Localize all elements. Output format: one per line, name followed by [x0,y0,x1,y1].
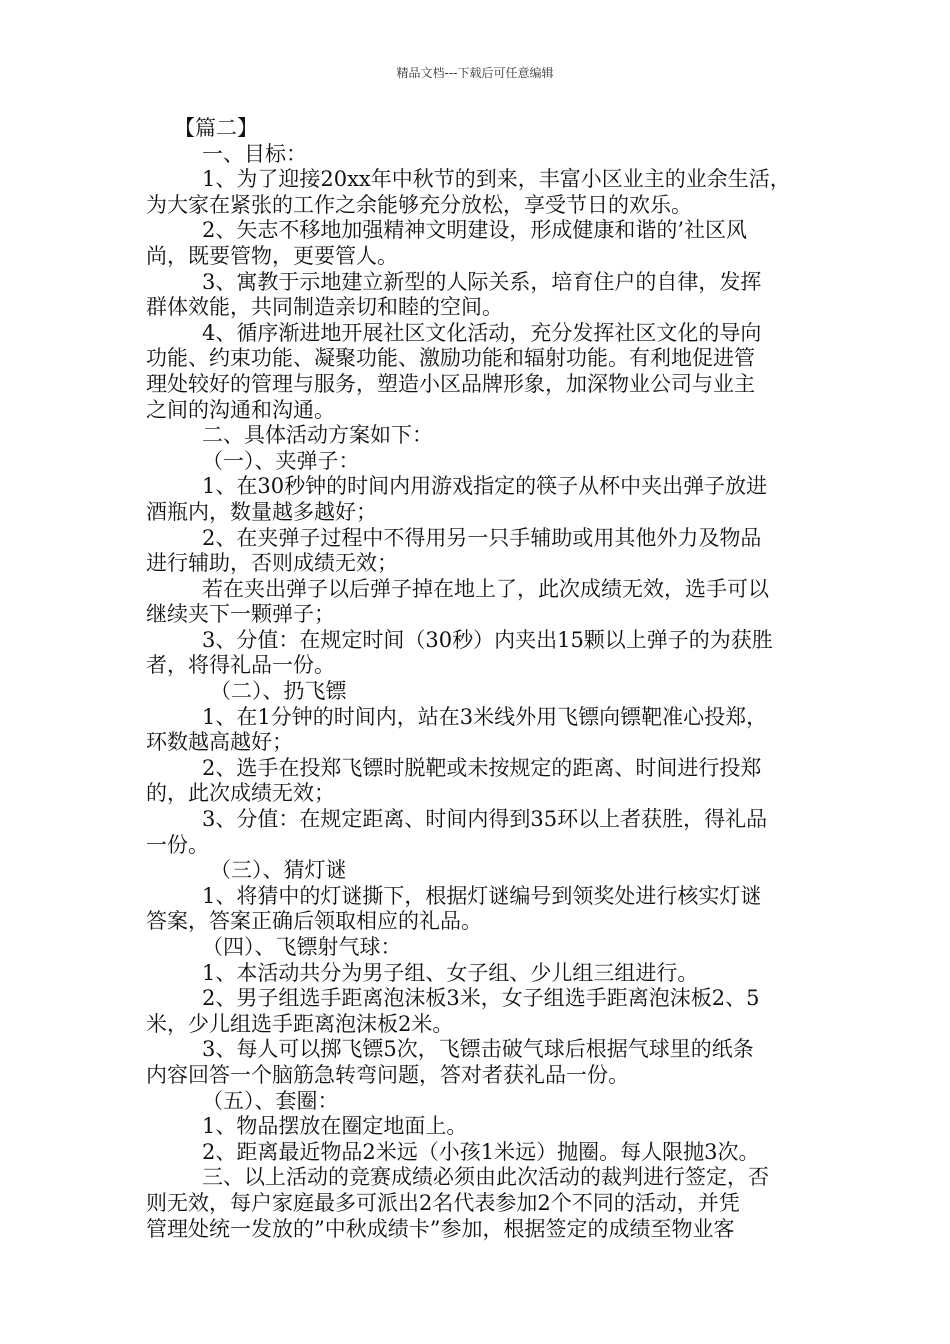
text-line: 之间的沟通和沟通。 [146,397,335,422]
text-line: 为大家在紧张的工作之余能够充分放松，享受节日的欢乐。 [146,192,692,217]
text-line: 若在夹出弹子以后弹子掉在地上了，此次成绩无效，选手可以 [202,576,769,601]
text-line: 【篇二】 [174,116,258,140]
text-line: 则无效，每户家庭最多可派出2名代表参加2个不同的活动，并凭 [146,1190,740,1215]
text-line: 理处较好的管理与服务，塑造小区品牌形象，加深物业公司与业主 [146,371,755,396]
text-line: 管理处统一发放的”中秋成绩卡”参加，根据签定的成绩至物业客 [146,1216,735,1241]
text-line: 米，少儿组选手距离泡沫板2米。 [146,1011,454,1036]
document-body [146,116,814,1242]
text-line: 4、循序渐进地开展社区文化活动，充分发挥社区文化的导向 [202,320,762,345]
page-header: 精品文档---下载后可任意编辑 [396,66,554,80]
text-line: 1、本活动共分为男子组、女子组、少儿组三组进行。 [202,960,699,985]
text-line: 功能、约束功能、凝聚功能、激励功能和辐射功能。有利地促进管 [146,346,755,371]
text-line: （五）、套圈： [202,1088,339,1113]
text-line: 答案，答案正确后领取相应的礼品。 [146,909,482,934]
text-line: 3、寓教于示地建立新型的人际关系，培育住户的自律，发挥 [202,269,762,294]
text-line: 二、具体活动方案如下： [202,423,433,448]
text-line: 继续夹下一颗弹子； [146,602,335,627]
text-line: 2、距离最近物品2米远（小孩1米远）抛圈。每人限抛3次。 [202,1139,760,1164]
text-line: 1、物品摆放在圈定地面上。 [202,1114,468,1139]
text-line: 3、分值：在规定时间（30秒）内夹出15颗以上弹子的为获胜 [202,627,773,652]
text-line: 一、目标： [202,141,307,166]
text-line: （二）、扔飞镖 [210,679,347,704]
text-line: 一份。 [146,832,209,857]
text-line: 尚，既要管物，更要管人。 [146,243,398,268]
text-line: （一）、夹弹子： [202,448,360,473]
text-line: 2、男子组选手距离泡沫板3米，女子组选手距离泡沫板2、5 [202,986,760,1011]
text-line: 3、每人可以掷飞镖5次，飞镖击破气球后根据气球里的纸条 [202,1037,754,1062]
text-line: 三、以上活动的竞赛成绩必须由此次活动的裁判进行签定，否 [202,1165,769,1190]
text-line: 1、将猜中的灯谜撕下，根据灯谜编号到领奖处进行核实灯谜 [202,883,762,908]
text-line: 3、分值：在规定距离、时间内得到35环以上者获胜，得礼品 [202,807,768,832]
text-line: 1、为了迎接20xx年中秋节的到来，丰富小区业主的业余生活， [202,167,791,192]
text-line: 环数越高越好； [146,730,293,755]
text-line: 者，将得礼品一份。 [146,653,335,678]
text-line: 2、矢志不移地加强精神文明建设，形成健康和谐的’社区风 [202,218,748,243]
text-line: （四）、飞镖射气球： [202,935,402,959]
text-line: 酒瓶内，数量越多越好； [146,499,377,524]
text-line: 进行辅助，否则成绩无效； [146,551,398,576]
text-line: 2、选手在投郑飞镖时脱靶或未按规定的距离、时间进行投郑 [202,755,762,780]
text-line: 群体效能，共同制造亲切和睦的空间。 [146,295,503,320]
text-line: 1、在30秒钟的时间内用游戏指定的筷子从杯中夹出弹子放进 [202,474,768,499]
text-line: 2、在夹弹子过程中不得用另一只手辅助或用其他外力及物品 [202,525,762,550]
text-line: 1、在1分钟的时间内，站在3米线外用飞镖向镖靶准心投郑， [202,704,768,729]
text-line: 内容回答一个脑筋急转弯问题，答对者获礼品一份。 [146,1062,629,1087]
text-line: 的，此次成绩无效； [146,781,335,806]
text-line: （三）、猜灯谜 [210,858,347,883]
